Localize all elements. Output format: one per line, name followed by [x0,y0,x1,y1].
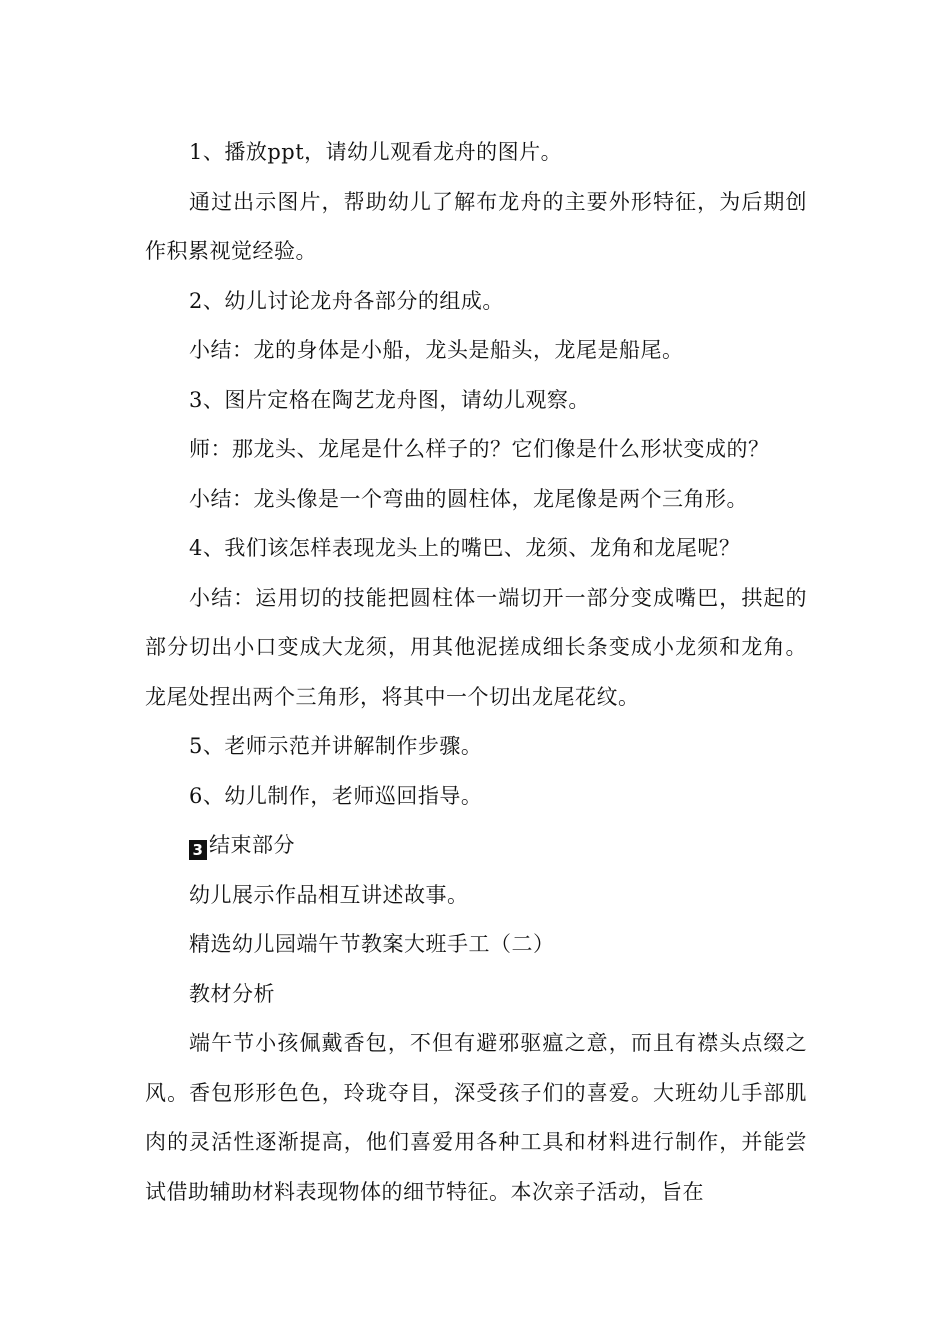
paragraph-step-2: 2、幼儿讨论龙舟各部分的组成。 [189,288,504,313]
paragraph-summary-2: 小结：龙头像是一个弯曲的圆柱体，龙尾像是两个三角形。 [189,486,748,511]
paragraph-ending-detail: 幼儿展示作品相互讲述故事。 [189,882,469,907]
paragraph-step-1-detail: 通过出示图片，帮助幼儿了解布龙舟的主要外形特征，为后期创作积累视觉经验。 [145,189,807,263]
paragraph-step-5: 5、老师示范并讲解制作步骤。 [189,734,483,758]
paragraph-step-3: 3、图片定格在陶艺龙舟图，请幼儿观察。 [189,387,590,412]
paragraph-step-6: 6、幼儿制作，老师巡回指导。 [189,783,483,808]
section-heading-text: 结束部分 [209,833,295,857]
section-number-marker: 3 [189,840,207,860]
paragraph-teacher-question: 师：那龙头、龙尾是什么样子的？它们像是什么形状变成的？ [189,437,770,461]
heading-material-analysis: 教材分析 [189,981,275,1006]
paragraph-material-analysis: 端午节小孩佩戴香包，不但有避邪驱瘟之意，而且有襟头点缀之风。香包形形色色，玲珑夺目，深受孩子们的喜爱。大班幼儿手部肌肉的灵活性逐渐提高，他们喜爱用各种工具和材料进行制作，并能尝试借助辅助材料表现物体的细节特征。本次亲子活动，旨在 [145,1031,807,1204]
lesson-title-2: 精选幼儿园端午节教案大班手工（二） [189,932,555,956]
paragraph-summary-1: 小结：龙的身体是小船，龙头是船头，龙尾是船尾。 [189,338,684,362]
paragraph-step-1: 1、播放ppt，请幼儿观看龙舟的图片。 [189,140,563,164]
paragraph-summary-3: 小结：运用切的技能把圆柱体一端切开一部分变成嘴巴，拱起的部分切出小口变成大龙须，用其他泥搓成细长条变成小龙须和龙角。龙尾处捏出两个三角形，将其中一个切出龙尾花纹。 [145,585,807,709]
section-heading-ending [145,821,807,871]
paragraph-step-4: 4、我们该怎样表现龙头上的嘴巴、龙须、龙角和龙尾呢？ [189,536,741,560]
document-body [145,128,807,1217]
